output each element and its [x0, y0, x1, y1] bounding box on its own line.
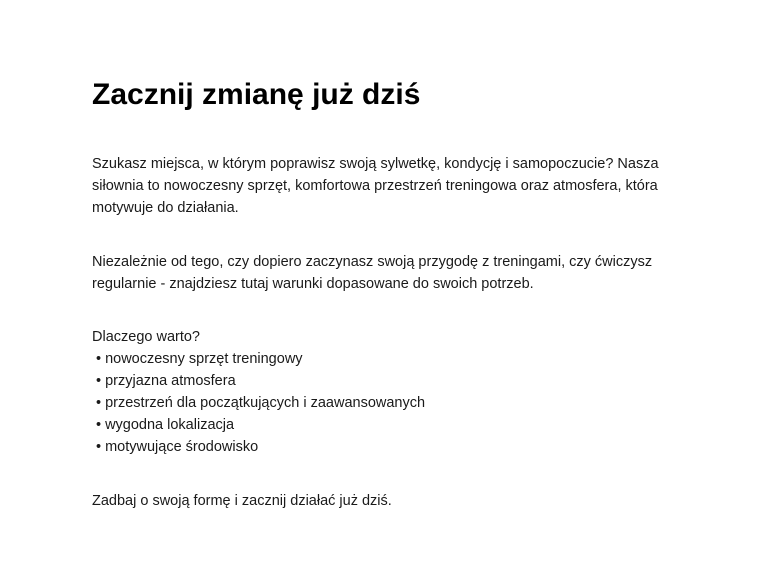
bullet-icon: • [96, 373, 102, 389]
list-item-text: motywujące środowisko [105, 439, 259, 455]
why-section [92, 326, 682, 458]
intro-paragraph: Szukasz miejsca, w którym poprawisz swoją sylwetkę, kondycję i samopoczucie? Nasza siłownia to nowoczesny sprzęt, komfortowa przestrzeń treningowa oraz atmosfera, która motywuje do działania. [92, 156, 659, 216]
list-item-text: nowoczesny sprzęt treningowy [105, 351, 303, 367]
bullet-icon: • [96, 351, 102, 367]
list-item-text: wygodna lokalizacja [105, 417, 235, 433]
audience-paragraph: Niezależnie od tego, czy dopiero zaczynasz swoją przygodę z treningami, czy ćwiczysz regularnie - znajdziesz tutaj warunki dopasowane do swoich potrzeb. [92, 254, 653, 292]
page-title: Zacznij zmianę już dziś [92, 78, 421, 111]
bullet-icon: • [96, 395, 102, 411]
list-item [92, 392, 682, 414]
list-item [92, 414, 682, 436]
bullet-icon: • [96, 439, 102, 455]
benefits-list [92, 348, 682, 458]
bullet-icon: • [96, 417, 102, 433]
why-heading: Dlaczego warto? [92, 329, 200, 345]
list-item [92, 348, 682, 370]
list-item-text: przestrzeń dla początkujących i zaawansowanych [105, 395, 426, 411]
closing-paragraph: Zadbaj o swoją formę i zacznij działać już dziś. [92, 493, 392, 509]
list-item [92, 436, 682, 458]
list-item-text: przyjazna atmosfera [105, 373, 236, 389]
list-item [92, 370, 682, 392]
